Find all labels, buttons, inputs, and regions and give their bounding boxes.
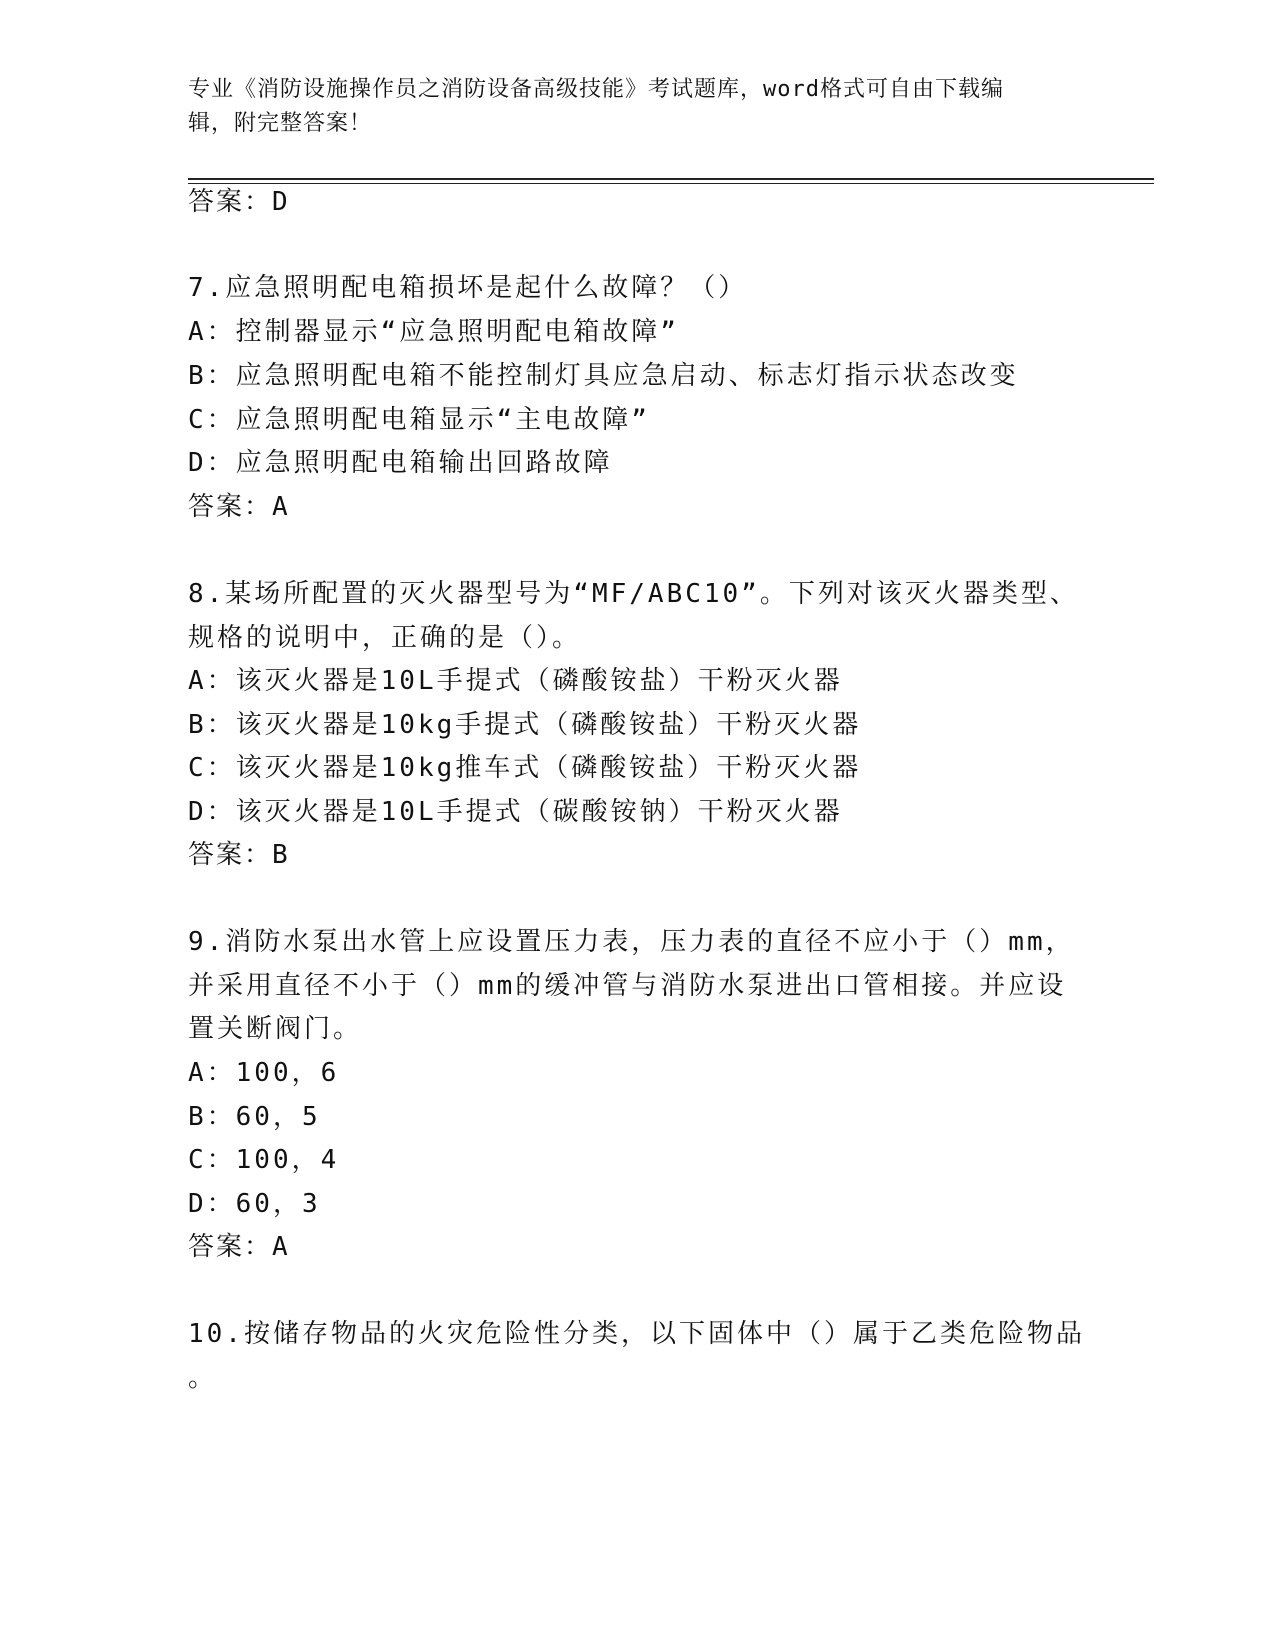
question-10-stem-line-1: 10.按储存物品的火灾危险性分类，以下固体中（）属于乙类危险物品 xyxy=(188,1319,1085,1349)
question-9-answer: 答案：A xyxy=(188,1232,290,1262)
header-divider-thick xyxy=(188,178,1154,180)
question-9-option-c: C：100，4 xyxy=(188,1145,340,1175)
header-divider-thin xyxy=(188,183,1154,184)
question-9-stem-line-2: 并采用直径不小于（）mm的缓冲管与消防水泵进出口管相接。并应设 xyxy=(188,971,1067,1001)
question-9-option-a: A：100，6 xyxy=(188,1058,340,1088)
question-7-answer: 答案：A xyxy=(188,492,290,522)
question-8-answer: 答案：B xyxy=(188,840,290,870)
answer-previous: 答案：D xyxy=(188,187,290,217)
question-7-option-d: D：应急照明配电箱输出回路故障 xyxy=(188,448,613,478)
question-8-option-d: D：该灭火器是10L手提式（碳酸铵钠）干粉灭火器 xyxy=(188,797,843,827)
question-8-option-b: B：该灭火器是10kg手提式（磷酸铵盐）干粉灭火器 xyxy=(188,710,862,740)
question-10-stem-line-2: 。 xyxy=(188,1363,218,1393)
question-7-stem: 7.应急照明配电箱损坏是起什么故障？（） xyxy=(188,273,748,303)
question-9-option-d: D：60，3 xyxy=(188,1189,321,1219)
header-line-1: 专业《消防设施操作员之消防设备高级技能》考试题库，word格式可自由下载编 xyxy=(188,77,1004,102)
question-9-stem-line-1: 9.消防水泵出水管上应设置压力表，压力表的直径不应小于（）mm， xyxy=(188,927,1075,957)
question-8-stem-line-1: 8.某场所配置的灭火器型号为“MF/ABC10”。下列对该灭火器类型、 xyxy=(188,579,1079,609)
question-7-option-c: C：应急照明配电箱显示“主电故障” xyxy=(188,405,650,435)
question-7-option-a: A：控制器显示“应急照明配电箱故障” xyxy=(188,317,679,347)
question-8-option-c: C：该灭火器是10kg推车式（磷酸铵盐）干粉灭火器 xyxy=(188,753,862,783)
question-8-option-a: A：该灭火器是10L手提式（磷酸铵盐）干粉灭火器 xyxy=(188,666,843,696)
header-line-2: 辑，附完整答案！ xyxy=(188,111,373,136)
question-7-option-b: B：应急照明配电箱不能控制灯具应急启动、标志灯指示状态改变 xyxy=(188,361,1019,391)
document-header xyxy=(188,73,1068,141)
question-9-option-b: B：60，5 xyxy=(188,1102,321,1132)
question-9-stem-line-3: 置关断阀门。 xyxy=(188,1014,363,1044)
question-8-stem-line-2: 规格的说明中，正确的是（）。 xyxy=(188,623,582,653)
